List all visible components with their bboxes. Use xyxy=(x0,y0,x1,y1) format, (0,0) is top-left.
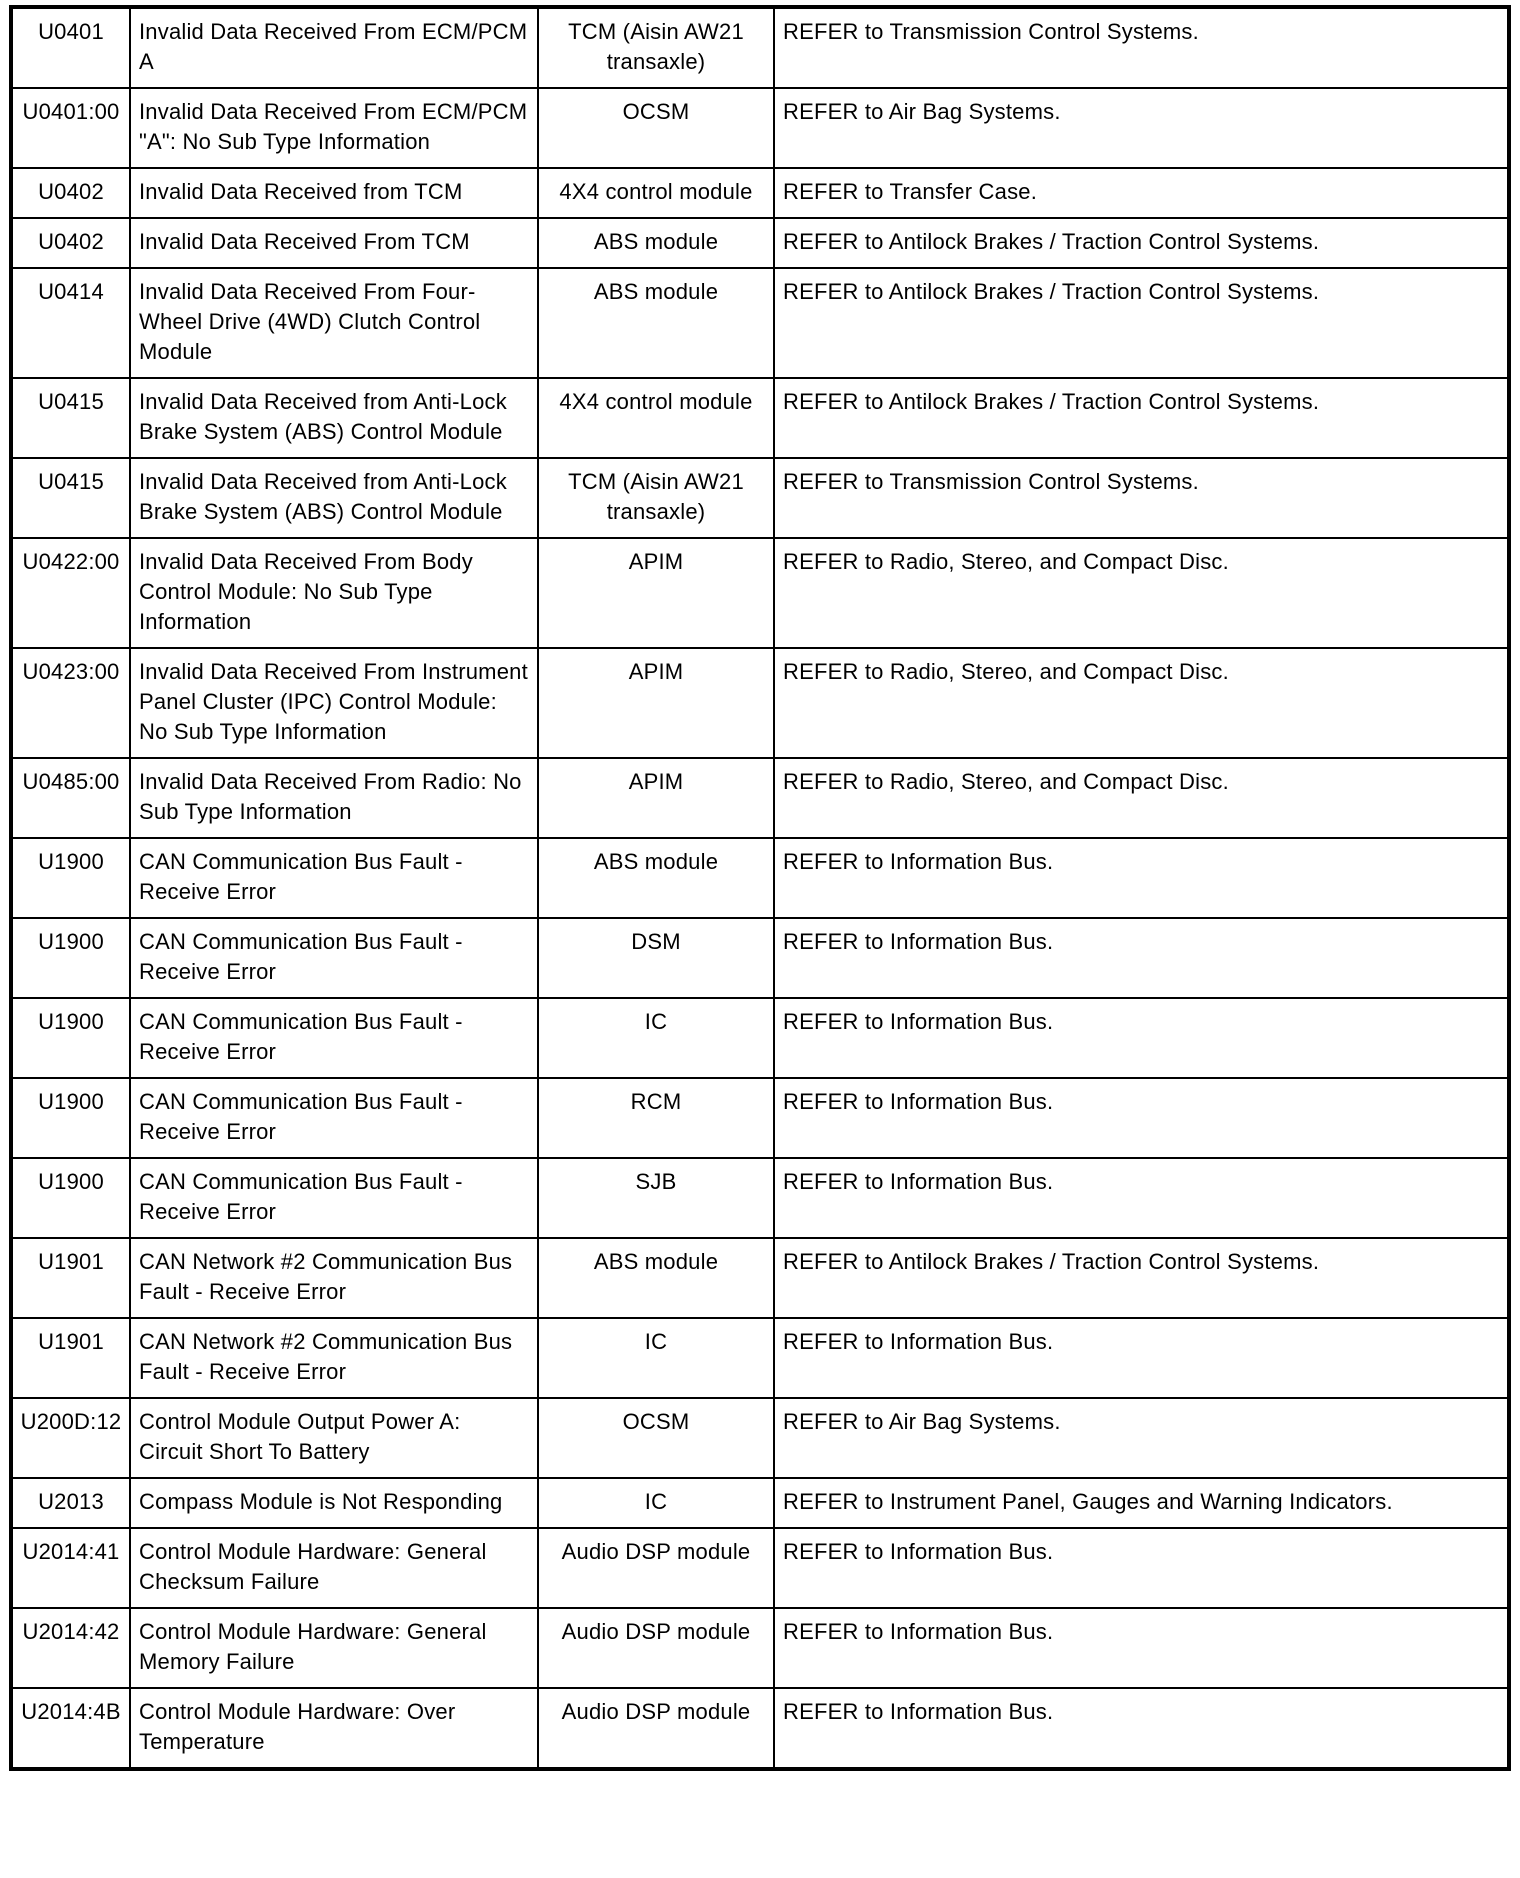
table-row xyxy=(11,538,1509,648)
module-cell: ABS module xyxy=(538,268,774,378)
table-row xyxy=(11,88,1509,168)
action-cell: REFER to Antilock Brakes / Traction Control Systems. xyxy=(774,1238,1509,1318)
dtc-code-cell: U0415 xyxy=(11,458,130,538)
description-cell: Invalid Data Received From Body Control Module: No Sub Type Information xyxy=(130,538,538,648)
dtc-code-cell: U0415 xyxy=(11,378,130,458)
description-cell: Compass Module is Not Responding xyxy=(130,1478,538,1528)
description-cell: Invalid Data Received from Anti-Lock Brake System (ABS) Control Module xyxy=(130,458,538,538)
module-cell: IC xyxy=(538,1478,774,1528)
action-cell: REFER to Antilock Brakes / Traction Control Systems. xyxy=(774,218,1509,268)
dtc-code-cell: U0485:00 xyxy=(11,758,130,838)
description-cell: CAN Communication Bus Fault - Receive Error xyxy=(130,1078,538,1158)
dtc-code-cell: U0414 xyxy=(11,268,130,378)
module-cell: 4X4 control module xyxy=(538,168,774,218)
module-cell: TCM (Aisin AW21 transaxle) xyxy=(538,458,774,538)
description-cell: CAN Communication Bus Fault - Receive Error xyxy=(130,918,538,998)
description-cell: Invalid Data Received From Instrument Panel Cluster (IPC) Control Module: No Sub Type Information xyxy=(130,648,538,758)
description-cell: CAN Communication Bus Fault - Receive Error xyxy=(130,1158,538,1238)
dtc-code-cell: U2014:4B xyxy=(11,1688,130,1769)
description-cell: Invalid Data Received From Four-Wheel Drive (4WD) Clutch Control Module xyxy=(130,268,538,378)
action-cell: REFER to Information Bus. xyxy=(774,1528,1509,1608)
description-cell: CAN Communication Bus Fault - Receive Error xyxy=(130,998,538,1078)
module-cell: SJB xyxy=(538,1158,774,1238)
action-cell: REFER to Information Bus. xyxy=(774,1608,1509,1688)
dtc-code-cell: U0402 xyxy=(11,168,130,218)
module-cell: APIM xyxy=(538,648,774,758)
action-cell: REFER to Radio, Stereo, and Compact Disc. xyxy=(774,758,1509,838)
action-cell: REFER to Information Bus. xyxy=(774,838,1509,918)
action-cell: REFER to Information Bus. xyxy=(774,998,1509,1078)
action-cell: REFER to Information Bus. xyxy=(774,918,1509,998)
module-cell: ABS module xyxy=(538,218,774,268)
module-cell: IC xyxy=(538,998,774,1078)
module-cell: IC xyxy=(538,1318,774,1398)
module-cell: TCM (Aisin AW21 transaxle) xyxy=(538,7,774,88)
table-row xyxy=(11,268,1509,378)
description-cell: CAN Communication Bus Fault - Receive Error xyxy=(130,838,538,918)
table-row xyxy=(11,218,1509,268)
table-row xyxy=(11,1478,1509,1528)
table-row xyxy=(11,758,1509,838)
dtc-code-cell: U0401 xyxy=(11,7,130,88)
table-row xyxy=(11,1238,1509,1318)
table-row xyxy=(11,1688,1509,1769)
action-cell: REFER to Radio, Stereo, and Compact Disc. xyxy=(774,538,1509,648)
table-row xyxy=(11,1318,1509,1398)
action-cell: REFER to Transmission Control Systems. xyxy=(774,458,1509,538)
description-cell: Invalid Data Received From ECM/PCM A xyxy=(130,7,538,88)
description-cell: CAN Network #2 Communication Bus Fault - Receive Error xyxy=(130,1238,538,1318)
description-cell: Invalid Data Received From ECM/PCM "A": No Sub Type Information xyxy=(130,88,538,168)
description-cell: Invalid Data Received From TCM xyxy=(130,218,538,268)
action-cell: REFER to Air Bag Systems. xyxy=(774,88,1509,168)
module-cell: OCSM xyxy=(538,1398,774,1478)
action-cell: REFER to Air Bag Systems. xyxy=(774,1398,1509,1478)
module-cell: ABS module xyxy=(538,1238,774,1318)
action-cell: REFER to Transmission Control Systems. xyxy=(774,7,1509,88)
description-cell: Control Module Hardware: Over Temperature xyxy=(130,1688,538,1769)
dtc-table xyxy=(9,5,1511,1771)
action-cell: REFER to Information Bus. xyxy=(774,1078,1509,1158)
table-row xyxy=(11,838,1509,918)
dtc-code-cell: U0422:00 xyxy=(11,538,130,648)
description-cell: Control Module Output Power A: Circuit Short To Battery xyxy=(130,1398,538,1478)
description-cell: CAN Network #2 Communication Bus Fault - Receive Error xyxy=(130,1318,538,1398)
table-row xyxy=(11,378,1509,458)
module-cell: Audio DSP module xyxy=(538,1688,774,1769)
module-cell: 4X4 control module xyxy=(538,378,774,458)
action-cell: REFER to Transfer Case. xyxy=(774,168,1509,218)
table-row xyxy=(11,168,1509,218)
module-cell: Audio DSP module xyxy=(538,1528,774,1608)
dtc-code-cell: U200D:12 xyxy=(11,1398,130,1478)
dtc-code-cell: U1901 xyxy=(11,1238,130,1318)
action-cell: REFER to Instrument Panel, Gauges and Warning Indicators. xyxy=(774,1478,1509,1528)
action-cell: REFER to Radio, Stereo, and Compact Disc. xyxy=(774,648,1509,758)
dtc-code-cell: U1900 xyxy=(11,1158,130,1238)
dtc-code-cell: U0401:00 xyxy=(11,88,130,168)
action-cell: REFER to Information Bus. xyxy=(774,1318,1509,1398)
dtc-code-cell: U1900 xyxy=(11,998,130,1078)
table-row xyxy=(11,1078,1509,1158)
table-row xyxy=(11,648,1509,758)
dtc-code-cell: U1900 xyxy=(11,918,130,998)
module-cell: APIM xyxy=(538,538,774,648)
dtc-code-cell: U1900 xyxy=(11,838,130,918)
module-cell: OCSM xyxy=(538,88,774,168)
dtc-code-cell: U2014:42 xyxy=(11,1608,130,1688)
dtc-code-cell: U0423:00 xyxy=(11,648,130,758)
action-cell: REFER to Information Bus. xyxy=(774,1158,1509,1238)
description-cell: Control Module Hardware: General Memory Failure xyxy=(130,1608,538,1688)
table-row xyxy=(11,1398,1509,1478)
description-cell: Control Module Hardware: General Checksum Failure xyxy=(130,1528,538,1608)
module-cell: DSM xyxy=(538,918,774,998)
description-cell: Invalid Data Received from TCM xyxy=(130,168,538,218)
table-row xyxy=(11,918,1509,998)
description-cell: Invalid Data Received From Radio: No Sub Type Information xyxy=(130,758,538,838)
table-row xyxy=(11,998,1509,1078)
dtc-code-cell: U2013 xyxy=(11,1478,130,1528)
module-cell: RCM xyxy=(538,1078,774,1158)
table-row xyxy=(11,458,1509,538)
dtc-code-cell: U0402 xyxy=(11,218,130,268)
action-cell: REFER to Antilock Brakes / Traction Control Systems. xyxy=(774,268,1509,378)
module-cell: APIM xyxy=(538,758,774,838)
description-cell: Invalid Data Received from Anti-Lock Brake System (ABS) Control Module xyxy=(130,378,538,458)
action-cell: REFER to Information Bus. xyxy=(774,1688,1509,1769)
table-row xyxy=(11,7,1509,88)
dtc-code-cell: U1900 xyxy=(11,1078,130,1158)
module-cell: ABS module xyxy=(538,838,774,918)
table-row xyxy=(11,1528,1509,1608)
action-cell: REFER to Antilock Brakes / Traction Control Systems. xyxy=(774,378,1509,458)
module-cell: Audio DSP module xyxy=(538,1608,774,1688)
dtc-code-cell: U2014:41 xyxy=(11,1528,130,1608)
dtc-table-body xyxy=(11,7,1509,1769)
dtc-code-cell: U1901 xyxy=(11,1318,130,1398)
table-row xyxy=(11,1608,1509,1688)
table-row xyxy=(11,1158,1509,1238)
